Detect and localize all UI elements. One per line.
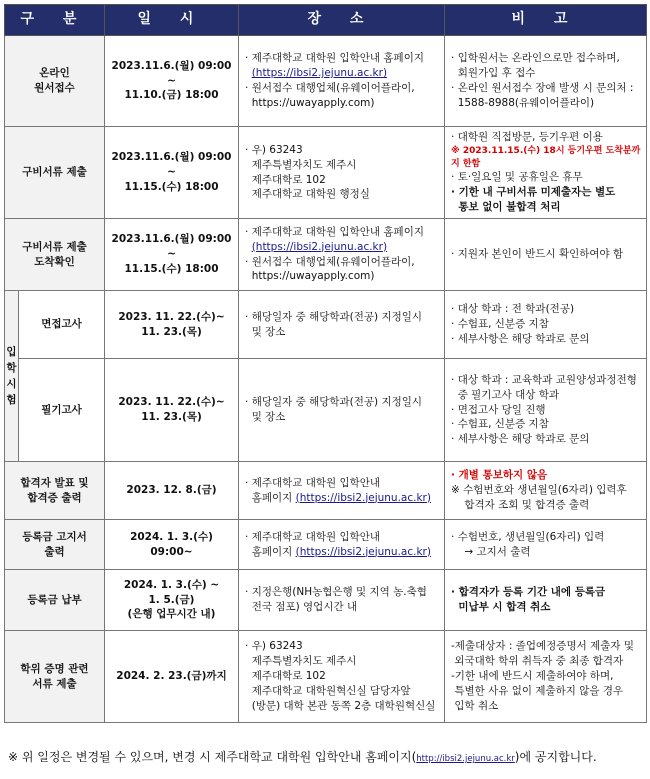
category-label: 서류 제출 [32, 677, 77, 690]
place-text: (방문) 대학 본관 동쪽 2층 대학원혁신실 [251, 699, 436, 712]
note-text: 지원자 본인이 반드시 확인하여야 함 [457, 248, 624, 261]
note-text: 제출대상자 : 졸업예정증명서 제출자 및 [454, 640, 634, 653]
note-cell: · 대상 학과 : 교육학과 교원양성과정전형 중 필기고사 대상 학과 · 면접고사 당일 진행 · 수험표, 신분증 지참 · 세부사항은 해당 학과로 문의 [445, 359, 647, 462]
note-text: 미납부 시 합격 취소 [458, 601, 551, 613]
date-text: 1. 5.(금) [148, 593, 195, 606]
category-label: 구비서류 제출 [22, 166, 87, 179]
date-text: 2023.11.6.(월) 09:00 ~ [111, 59, 232, 87]
date-text: 2024. 1. 3.(수) 09:00~ [130, 530, 213, 558]
place-cell: · 해당일자 중 해당학과(전공) 지정일시 및 장소 [239, 359, 445, 462]
date-text: (은행 업무시간 내) [127, 608, 216, 621]
header-note: 비 고 [445, 5, 647, 36]
note-text: 대학원 직접방문, 등기우편 이용 [457, 130, 603, 143]
date-cell [105, 36, 239, 127]
note-text: → 고지서 출력 [464, 545, 531, 558]
note-text: 수험번호, 생년월일(6자리) 입력 [457, 530, 605, 543]
category-label: 등록금 납부 [27, 593, 82, 606]
row-online-application [5, 36, 647, 127]
category-cell [5, 219, 105, 291]
note-cell: · 수험번호, 생년월일(6자리) 입력 → 고지서 출력 [445, 520, 647, 570]
note-text: 세부사항은 해당 학과로 문의 [457, 433, 590, 446]
category-label: 등록금 고지서 [22, 530, 87, 543]
note-cell: · 대상 학과 : 전 학과(전공) · 수험표, 신분증 지참 · 세부사항은 해당 학과로 문의 [445, 291, 647, 359]
note-text: 개별 통보하지 않음 [458, 469, 548, 482]
category-label: 출력 [44, 545, 65, 558]
place-cell: · 해당일자 중 해당학과(전공) 지정일시 및 장소 [239, 291, 445, 359]
note-text: 수험표, 신분증 지참 [457, 318, 549, 331]
date-text: 11.15.(수) 18:00 [124, 262, 219, 275]
row-interview-exam [5, 291, 647, 359]
row-written-exam [5, 359, 647, 462]
place-text: 해당일자 중 해당학과(전공) 지정일시 [251, 396, 423, 409]
note-text: 기한 내 구비서류 미제출자는 별도 [458, 186, 616, 199]
note-text: 중 필기고사 대상 학과 [457, 388, 559, 401]
place-text: 제주대학교 대학원 행정실 [251, 188, 370, 201]
footer-text: )에 공지합니다. [514, 750, 597, 764]
note-text: 입학 취소 [454, 699, 499, 712]
place-text: 제주특별자치도 제주시 [251, 158, 357, 171]
note-text: 통보 없이 불합격 처리 [458, 201, 561, 214]
exam-group-char: 입 [6, 346, 17, 358]
homepage-link[interactable]: (https://ibsi2.jejunu.ac.kr) [295, 491, 431, 504]
date-cell [105, 570, 239, 631]
place-text: 및 장소 [251, 325, 286, 338]
place-text: 제주대학로 102 [251, 670, 326, 683]
category-label: 합격자 발표 및 [20, 476, 89, 489]
place-text: 홈페이지 [251, 491, 293, 504]
date-cell [105, 127, 239, 219]
category-cell [5, 127, 105, 219]
note-text: 합격자 조회 및 합격증 출력 [464, 498, 590, 511]
exam-group-char: 험 [6, 394, 17, 406]
exam-group-char: 학 [6, 362, 17, 374]
category-label: 필기고사 [41, 403, 82, 416]
date-cell [105, 359, 239, 462]
category-label: 학위 증명 관련 [20, 662, 89, 675]
place-text: https://uwayapply.com) [251, 96, 375, 109]
note-text: 온라인 원서접수 장애 발생 시 문의처 : [457, 82, 634, 94]
place-cell: · 제주대학교 대학원 입학안내 홈페이지 (https://ibsi2.jejunu.ac.kr) [239, 520, 445, 570]
homepage-link[interactable]: (https://ibsi2.jejunu.ac.kr) [295, 545, 431, 558]
note-text: 입학원서는 온라인으로만 접수하며, [457, 52, 620, 65]
date-cell [105, 631, 239, 723]
place-cell: · 지정은행(NH농협은행 및 지역 농.축협 전국 점포) 영업시간 내 [239, 570, 445, 631]
footer-text: ※ 위 일정은 변경될 수 있으며, 변경 시 제주대학교 대학원 입학안내 홈페이지( [8, 750, 417, 764]
date-text: 2023.11.6.(월) 09:00 ~ [111, 151, 232, 179]
place-text: 제주대학교 대학원 입학안내 홈페이지 [251, 225, 424, 238]
date-text: 11.15.(수) 18:00 [124, 180, 219, 193]
place-text: https://uwayapply.com) [251, 270, 375, 283]
category-cell [19, 291, 105, 359]
place-text: 제주대학로 102 [251, 173, 326, 186]
date-text: 2023. 11. 22.(수)~ [118, 396, 225, 409]
date-text: 2023. 12. 8.(금) [126, 484, 217, 497]
place-text: 제주대학교 대학원 입학안내 [251, 530, 381, 543]
category-label: 면접고사 [41, 318, 82, 331]
place-text: 우) 63243 [251, 640, 303, 653]
note-text: 1588-8988(유웨이어플라이) [457, 96, 595, 109]
note-cell: · 합격자가 등록 기간 내에 등록금 미납부 시 합격 취소 [445, 570, 647, 631]
footer-notice [8, 748, 597, 765]
category-cell [5, 462, 105, 520]
note-cell: · 입학원서는 온라인으로만 접수하며, 회원가입 후 접수 · 온라인 원서접수 장애 발생 시 문의처 : 1588-8988(유웨이어플라이) [445, 36, 647, 127]
category-cell [5, 36, 105, 127]
place-cell: · 우) 63243 제주특별자치도 제주시 제주대학로 102 제주대학교 대학원혁신실 담당자앞 (방문) 대학 본관 동쪽 2층 대학원혁신실 [239, 631, 445, 723]
note-text: 특별한 사유 없이 제출하지 않을 경우 [454, 684, 624, 697]
note-text: 토·일요일 및 공휴일은 휴무 [457, 171, 583, 184]
date-text: 2023. 11. 22.(수)~ [118, 310, 225, 323]
deadline-warning: ※ 2023.11.15.(수) 18시 등기우편 도착분까지 한함 [451, 145, 641, 169]
place-text: 우) 63243 [251, 143, 303, 156]
footer-homepage-link[interactable]: http://ibsi2.jejunu.ac.kr [416, 754, 515, 764]
header-date: 일 시 [105, 5, 239, 36]
note-text: 면접고사 당일 진행 [457, 403, 546, 416]
place-cell: · 제주대학교 대학원 입학안내 홈페이지 (https://ibsi2.jejunu.ac.kr) [239, 462, 445, 520]
place-text: 지정은행(NH농협은행 및 지역 농.축협 [251, 586, 427, 599]
note-text: 기한 내에 반드시 제출하여야 하며, [454, 670, 614, 683]
date-cell [105, 219, 239, 291]
note-text: 세부사항은 해당 학과로 문의 [457, 332, 590, 345]
category-cell [19, 359, 105, 462]
header-place: 장 소 [239, 5, 445, 36]
note-cell: · 지원자 본인이 반드시 확인하여야 함 [445, 219, 647, 291]
place-text: 원서접수 대행업체(유웨이어플라이, [251, 255, 415, 268]
category-cell [5, 631, 105, 723]
note-cell: -제출대상자 : 졸업예정증명서 제출자 및 외국대학 학위 취득자 중 최종 합격자 -기한 내에 반드시 제출하여야 하며, 특별한 사유 없이 제출하지 않을 경우 입학 취소 [445, 631, 647, 723]
note-text: 수험표, 신분증 지참 [457, 418, 549, 431]
table-header-row [5, 5, 647, 36]
row-document-submission [5, 127, 647, 219]
place-cell: · 제주대학교 대학원 입학안내 홈페이지 (https://ibsi2.jejunu.ac.kr) · 원서접수 대행업체(유웨이어플라이, https://uwayapply.com) [239, 36, 445, 127]
date-text: 2024. 1. 3.(수) ~ [123, 578, 220, 591]
row-arrival-confirmation [5, 219, 647, 291]
date-text: 11. 23.(목) [141, 325, 202, 338]
note-text: 외국대학 학위 취득자 중 최종 합격자 [454, 655, 624, 668]
note-text: 회원가입 후 접수 [457, 67, 536, 80]
category-label: 원서접수 [34, 82, 75, 94]
place-text: 제주특별자치도 제주시 [251, 655, 357, 668]
place-text: 홈페이지 [251, 545, 293, 558]
place-text: 제주대학교 대학원혁신실 담당자앞 [251, 684, 411, 697]
exam-group-char: 시 [6, 378, 17, 390]
category-cell [5, 570, 105, 631]
date-text: 11.10.(금) 18:00 [124, 89, 219, 102]
place-text: 원서접수 대행업체(유웨이어플라이, [251, 82, 415, 94]
date-cell [105, 462, 239, 520]
date-text: 2023.11.6.(월) 09:00 ~ [111, 233, 232, 261]
row-result-announcement [5, 462, 647, 520]
place-text: 전국 점포) 영업시간 내 [251, 601, 358, 613]
note-text: 대상 학과 : 전 학과(전공) [457, 303, 575, 316]
place-cell: · 제주대학교 대학원 입학안내 홈페이지 (https://ibsi2.jejunu.ac.kr) · 원서접수 대행업체(유웨이어플라이, https://uwayapply.com) [239, 219, 445, 291]
row-degree-documents [5, 631, 647, 723]
note-text: ※ 수험번호와 생년월일(6자리) 입력후 [451, 484, 627, 497]
note-text: 대상 학과 : 교육학과 교원양성과정전형 [457, 373, 637, 386]
row-tuition-notice [5, 520, 647, 570]
exam-group-label [5, 291, 19, 462]
date-text: 11. 23.(목) [141, 411, 202, 423]
category-cell [5, 520, 105, 570]
date-cell [105, 291, 239, 359]
note-text: 합격자가 등록 기간 내에 등록금 [458, 586, 606, 599]
place-text: 및 장소 [251, 411, 286, 423]
note-cell: · 개별 통보하지 않음 ※ 수험번호와 생년월일(6자리) 입력후 합격자 조회 및 합격증 출력 [445, 462, 647, 520]
homepage-link[interactable]: (https://ibsi2.jejunu.ac.kr) [251, 240, 388, 253]
category-label: 온라인 [39, 67, 70, 80]
place-text: 해당일자 중 해당학과(전공) 지정일시 [251, 310, 423, 323]
category-label: 구비서류 제출 [22, 240, 87, 253]
place-cell: · 우) 63243 제주특별자치도 제주시 제주대학로 102 제주대학교 대학원 행정실 [239, 127, 445, 219]
homepage-link[interactable]: (https://ibsi2.jejunu.ac.kr) [251, 67, 388, 80]
place-text: 제주대학교 대학원 입학안내 홈페이지 [251, 52, 424, 65]
row-tuition-payment [5, 570, 647, 631]
category-label: 도착확인 [34, 255, 75, 268]
category-label: 합격증 출력 [27, 491, 82, 504]
place-text: 제주대학교 대학원 입학안내 [251, 476, 381, 489]
date-text: 2024. 2. 23.(금)까지 [116, 670, 227, 683]
note-cell: · 대학원 직접방문, 등기우편 이용 ※ 2023.11.15.(수) 18시 등기우편 도착분까지 한함 · 토·일요일 및 공휴일은 휴무 · 기한 내 구비서류 미제출자는 별도 통보 없이 불합격 처리 [445, 127, 647, 219]
date-cell [105, 520, 239, 570]
schedule-table [4, 4, 647, 723]
header-category: 구 분 [5, 5, 105, 36]
